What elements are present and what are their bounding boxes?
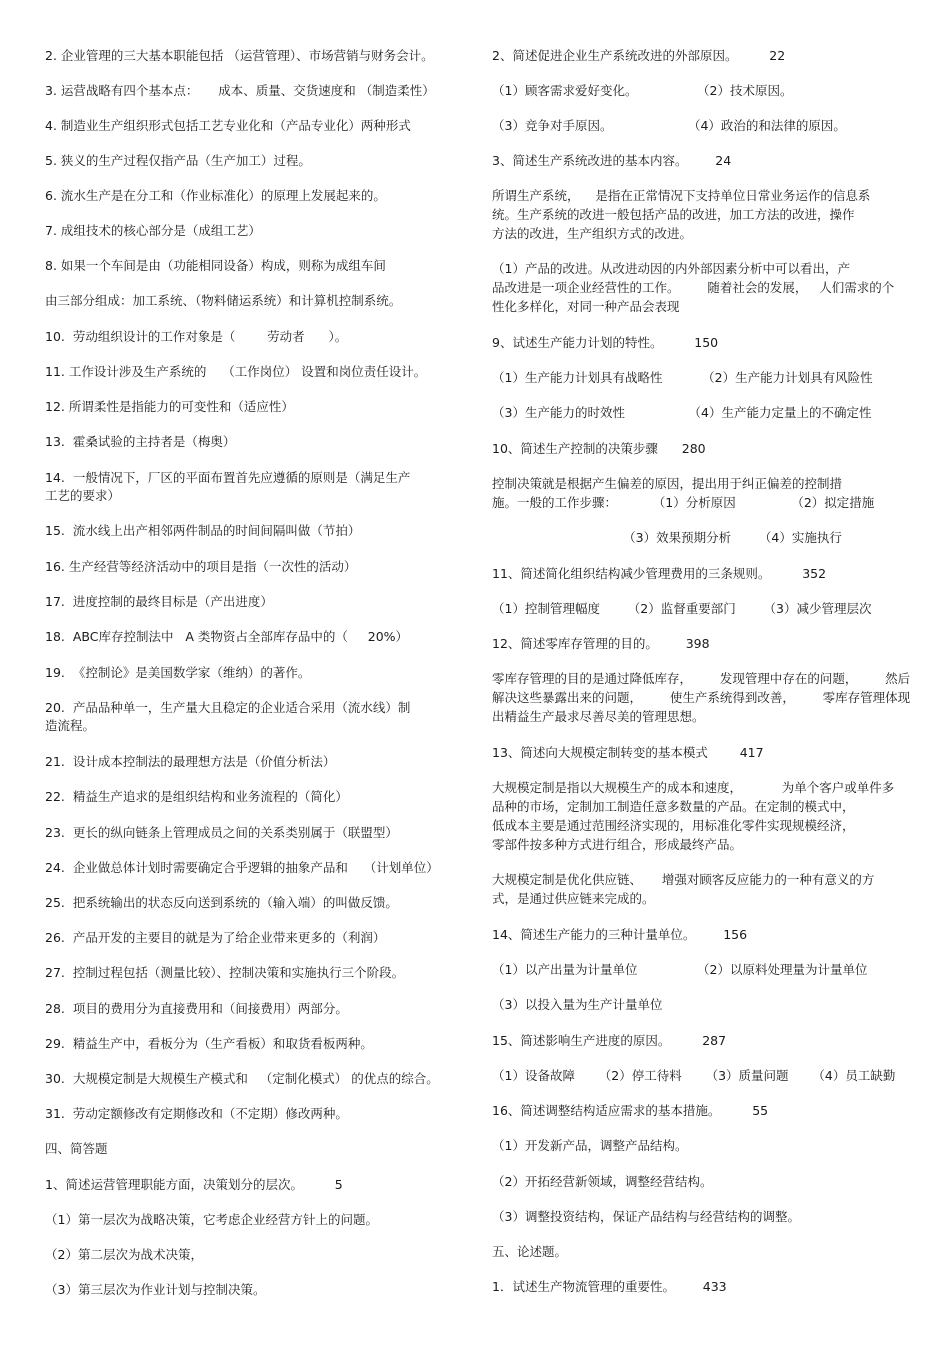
text-line: （3）第三层次为作业计划与控制决策。	[45, 1282, 266, 1297]
text-line: 19. 《控制论》是美国数学家（维纳）的著作。	[45, 665, 311, 680]
text-line: 由三部分组成：加工系统、（物料储运系统）和计算机控制系统。	[45, 293, 402, 308]
text-line: 低成本主要是通过范围经济实现的，用标准化零件实现规模经济，	[492, 818, 855, 833]
text-line: 性化多样化，对同一种产品会表现	[492, 299, 680, 314]
text-line: 11. 工作设计涉及生产系统的 （工作岗位） 设置和岗位责任设计。	[45, 364, 427, 379]
text-line: （3）效果预期分析 （4）实施执行	[492, 530, 842, 545]
text-line: 3、简述生产系统改进的基本内容。 24	[492, 153, 732, 168]
text-line: 27. 控制过程包括（测量比较）、控制决策和实施执行三个阶段。	[45, 965, 405, 980]
text-line: （1）以产出量为计量单位 （2）以原料处理量为计量单位	[492, 962, 868, 977]
text-line: 5. 狭义的生产过程仅指产品（生产加工）过程。	[45, 153, 311, 168]
text-line: 14、简述生产能力的三种计量单位。 156	[492, 927, 748, 942]
text-line: （2）开拓经营新领域，调整经营结构。	[492, 1174, 713, 1189]
text-line: 31. 劳动定额修改有定期修改和（不定期）修改两种。	[45, 1106, 348, 1121]
text-line: （1）顾客需求爱好变化。 （2）技术原因。	[492, 83, 793, 98]
text-line: 品改进是一项企业经营性的工作。 随着社会的发展， 人们需求的个	[492, 280, 895, 295]
text-line: 13、简述向大规模定制转变的基本模式 417	[492, 745, 764, 760]
text-line: 7. 成组技术的核心部分是（成组工艺）	[45, 223, 261, 238]
text-line: （1）产品的改进。从改进动因的内外部因素分析中可以看出，产	[492, 261, 850, 276]
text-line: 17. 进度控制的最终目标是（产出进度）	[45, 594, 273, 609]
text-line: （3）竞争对手原因。 （4）政治的和法律的原因。	[492, 118, 846, 133]
text-line: 1、简述运营管理职能方面，决策划分的层次。 5	[45, 1177, 343, 1192]
text-line: 11、简述简化组织结构减少管理费用的三条规则。 352	[492, 566, 827, 581]
text-line: 16. 生产经营等经济活动中的项目是指（一次性的活动）	[45, 559, 357, 574]
text-line: 施。一般的工作步骤： （1）分析原因 （2）拟定措施	[492, 495, 875, 510]
text-line: （2）第二层次为战术决策，	[45, 1247, 203, 1262]
text-line: 统。生产系统的改进一般包括产品的改进，加工方法的改进，操作	[492, 207, 855, 222]
text-line: 29. 精益生产中，看板分为（生产看板）和取货看板两种。	[45, 1036, 373, 1051]
text-line: 四、简答题	[45, 1141, 108, 1156]
text-line: 12. 所谓柔性是指能力的可变性和（适应性）	[45, 399, 294, 414]
text-line: 零库存管理的目的是通过降低库存， 发现管理中存在的问题， 然后	[492, 671, 911, 686]
text-line: 13. 霍桑试验的主持者是（梅奥）	[45, 434, 236, 449]
text-line: 大规模定制是指以大规模生产的成本和速度， 为单个客户或单件多	[492, 780, 895, 795]
text-line: 造流程。	[45, 718, 96, 733]
text-line: 23. 更长的纵向链条上管理成员之间的关系类别属于（联盟型）	[45, 825, 398, 840]
text-line: 1．试述生产物流管理的重要性。 433	[492, 1279, 727, 1294]
text-line: （1）生产能力计划具有战略性 （2）生产能力计划具有风险性	[492, 370, 873, 385]
text-line: （1）开发新产品，调整产品结构。	[492, 1138, 688, 1153]
text-line: 方法的改进，生产组织方式的改进。	[492, 226, 693, 241]
text-line: 22. 精益生产追求的是组织结构和业务流程的（简化）	[45, 789, 348, 804]
text-line: 解决这些暴露出来的问题， 使生产系统得到改善， 零库存管理体现	[492, 690, 911, 705]
text-line: 15. 流水线上出产相邻两件制品的时间间隔叫做（节拍）	[45, 523, 361, 538]
text-line: 15、简述影响生产进度的原因。 287	[492, 1033, 727, 1048]
text-line: 21. 设计成本控制法的最理想方法是（价值分析法）	[45, 754, 336, 769]
text-line: 4. 制造业生产组织形式包括工艺专业化和（产品专业化）两种形式	[45, 118, 411, 133]
text-line: （3）以投入量为生产计量单位	[492, 997, 663, 1012]
text-line: 式，是通过供应链来完成的。	[492, 891, 655, 906]
text-line: 18. ABC库存控制法中 A 类物资占全部库存品中的（ 20%）	[45, 629, 409, 644]
text-line: 26. 产品开发的主要目的就是为了给企业带来更多的（利润）	[45, 930, 386, 945]
text-line: 出精益生产最求尽善尽美的管理思想。	[492, 709, 705, 724]
text-line: 25. 把系统输出的状态反向送到系统的（输入端）的叫做反馈。	[45, 895, 398, 910]
text-line: （3）生产能力的时效性 （4）生产能力定量上的不确定性	[492, 405, 872, 420]
text-line: 零部件按多种方式进行组合，形成最终产品。	[492, 837, 743, 852]
text-line: 工艺的要求）	[45, 488, 121, 503]
text-line: 9、试述生产能力计划的特性。 150	[492, 335, 719, 350]
text-line: 10. 劳动组织设计的工作对象是（ 劳动者 ）。	[45, 329, 348, 344]
text-line: 大规模定制是优化供应链、 增强对顾客反应能力的一种有意义的方	[492, 872, 875, 887]
text-line: （3）调整投资结构，保证产品结构与经营结构的调整。	[492, 1209, 800, 1224]
text-line: （1）第一层次为战略决策，它考虑企业经营方针上的问题。	[45, 1212, 378, 1227]
text-line: 控制决策就是根据产生偏差的原因，提出用于纠正偏差的控制措	[492, 476, 843, 491]
text-line: 14. 一般情况下，厂区的平面布置首先应遵循的原则是（满足生产	[45, 470, 411, 485]
text-line: 30. 大规模定制是大规模生产模式和 （定制化模式） 的优点的综合。	[45, 1071, 439, 1086]
text-line: 6. 流水生产是在分工和（作业标准化）的原理上发展起来的。	[45, 188, 386, 203]
text-line: 所谓生产系统， 是指在正常情况下支持单位日常业务运作的信息系	[492, 188, 871, 203]
text-line: 28. 项目的费用分为直接费用和（间接费用）两部分。	[45, 1001, 348, 1016]
text-line: （1）控制管理幅度 （2）监督重要部门 （3）减少管理层次	[492, 601, 872, 616]
text-line: 24. 企业做总体计划时需要确定合乎逻辑的抽象产品和 （计划单位）	[45, 860, 439, 875]
text-line: 2、简述促进企业生产系统改进的外部原因。 22	[492, 48, 786, 63]
text-line: 五、论述题。	[492, 1244, 568, 1259]
text-line: （1）设备故障 （2）停工待料 （3）质量问题 （4）员工缺勤	[492, 1068, 896, 1083]
text-line: 2. 企业管理的三大基本职能包括 （运营管理）、市场营销与财务会计。	[45, 48, 434, 63]
text-line: 16、简述调整结构适应需求的基本措施。 55	[492, 1103, 769, 1118]
text-line: 品种的市场，定制加工制造任意多数量的产品。在定制的模式中，	[492, 799, 855, 814]
text-line: 12、简述零库存管理的目的。 398	[492, 636, 710, 651]
text-line: 10、简述生产控制的决策步骤 280	[492, 441, 706, 456]
text-line: 3. 运营战略有四个基本点： 成本、质量、交货速度和 （制造柔性）	[45, 83, 435, 98]
text-line: 8. 如果一个车间是由（功能相同设备）构成，则称为成组车间	[45, 258, 386, 273]
text-line: 20. 产品品种单一，生产量大且稳定的企业适合采用（流水线）制	[45, 700, 411, 715]
